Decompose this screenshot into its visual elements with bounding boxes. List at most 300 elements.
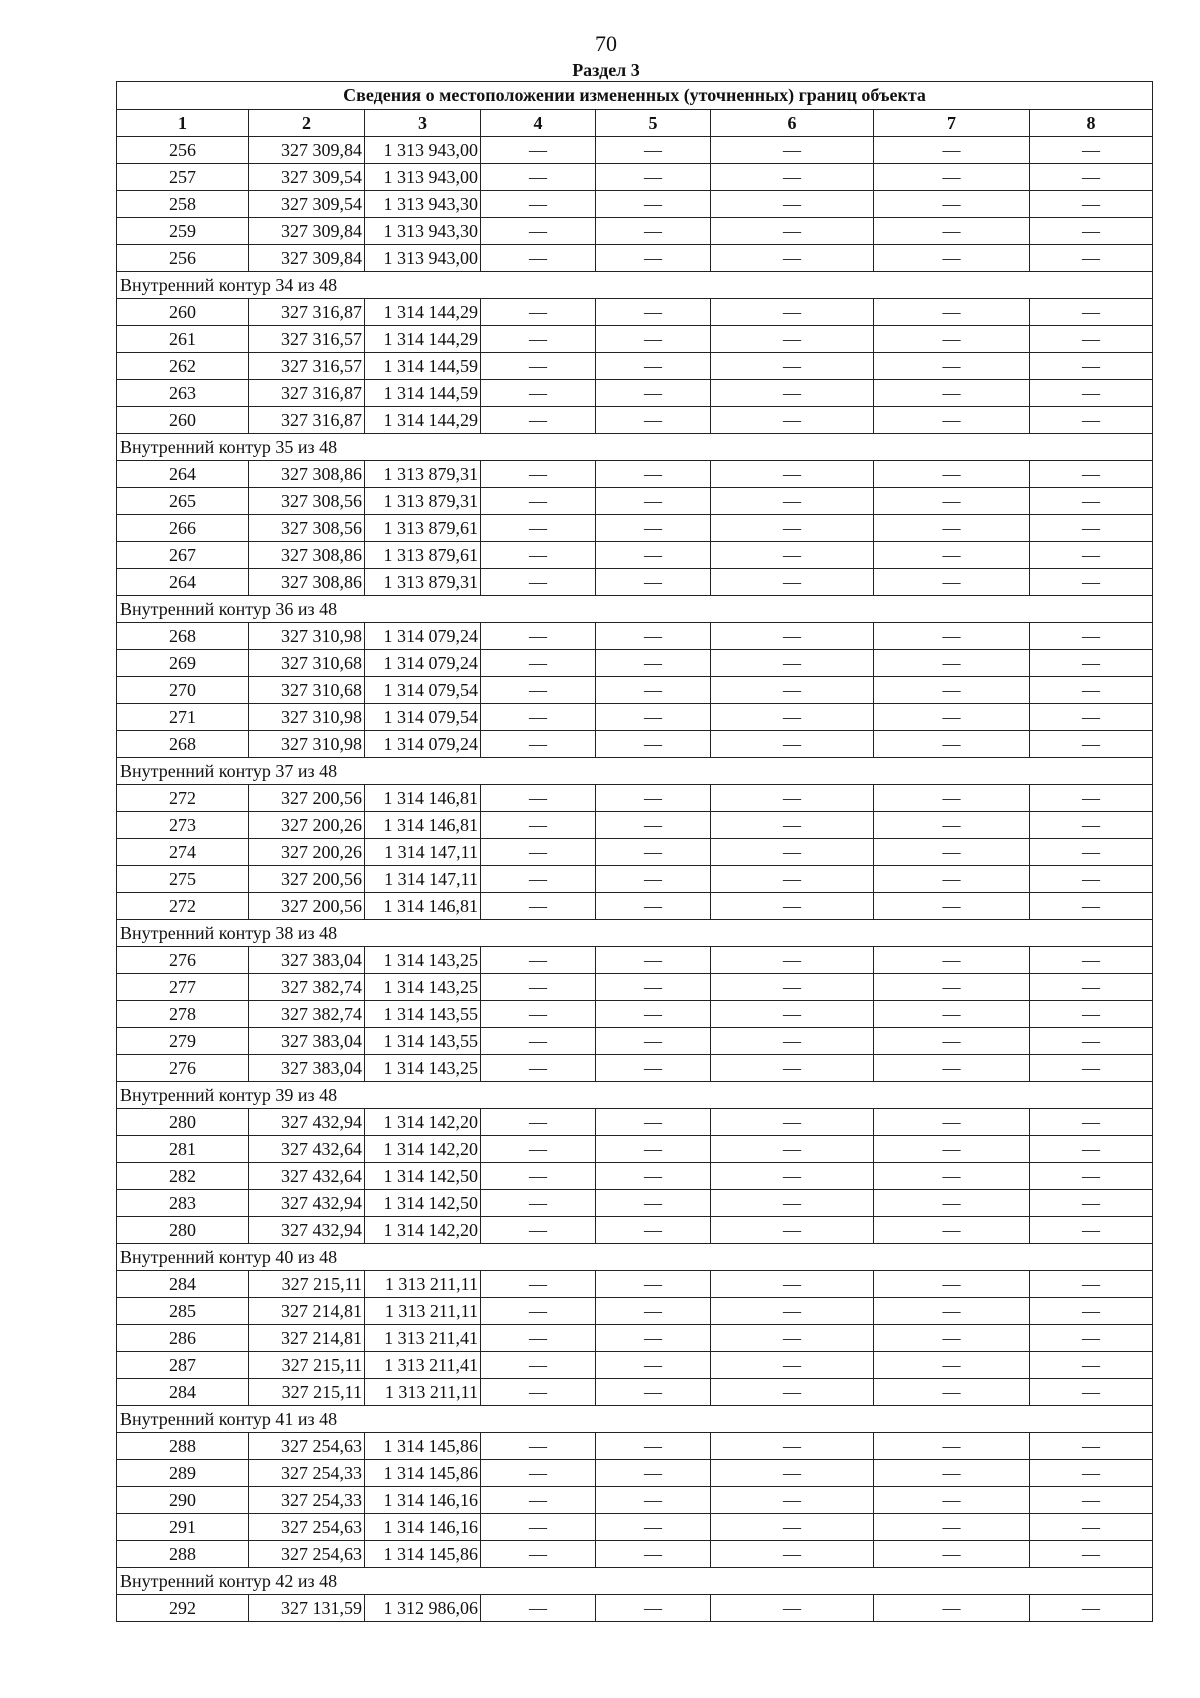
empty-value-cell: — (1030, 1217, 1153, 1244)
y-coordinate-cell: 1 313 943,00 (365, 164, 481, 191)
x-coordinate-cell: 327 310,98 (249, 623, 365, 650)
empty-value-cell: — (481, 1271, 596, 1298)
empty-value-cell: — (711, 380, 874, 407)
point-number-cell: 280 (117, 1109, 249, 1136)
x-coordinate-cell: 327 383,04 (249, 947, 365, 974)
table-row (117, 191, 1153, 218)
point-number-cell: 259 (117, 218, 249, 245)
table-row (117, 299, 1153, 326)
point-number-cell: 289 (117, 1460, 249, 1487)
y-coordinate-cell: 1 314 147,11 (365, 866, 481, 893)
empty-value-cell: — (1030, 515, 1153, 542)
empty-value-cell: — (1030, 218, 1153, 245)
empty-value-cell: — (874, 1163, 1030, 1190)
empty-value-cell: — (874, 245, 1030, 272)
y-coordinate-cell: 1 314 142,20 (365, 1136, 481, 1163)
table-row (117, 569, 1153, 596)
empty-value-cell: — (711, 326, 874, 353)
point-number-cell: 264 (117, 569, 249, 596)
empty-value-cell: — (874, 461, 1030, 488)
empty-value-cell: — (596, 326, 711, 353)
empty-value-cell: — (1030, 1379, 1153, 1406)
empty-value-cell: — (481, 839, 596, 866)
empty-value-cell: — (711, 812, 874, 839)
y-coordinate-cell: 1 314 146,16 (365, 1514, 481, 1541)
empty-value-cell: — (711, 569, 874, 596)
empty-value-cell: — (1030, 164, 1153, 191)
empty-value-cell: — (596, 407, 711, 434)
empty-value-cell: — (711, 515, 874, 542)
x-coordinate-cell: 327 316,57 (249, 326, 365, 353)
empty-value-cell: — (1030, 245, 1153, 272)
x-coordinate-cell: 327 382,74 (249, 974, 365, 1001)
y-coordinate-cell: 1 314 144,29 (365, 326, 481, 353)
empty-value-cell: — (874, 1298, 1030, 1325)
empty-value-cell: — (874, 299, 1030, 326)
empty-value-cell: — (596, 704, 711, 731)
contour-label: Внутренний контур 36 из 48 (117, 596, 1153, 623)
empty-value-cell: — (481, 947, 596, 974)
y-coordinate-cell: 1 314 142,20 (365, 1217, 481, 1244)
contour-label: Внутренний контур 41 из 48 (117, 1406, 1153, 1433)
y-coordinate-cell: 1 313 879,31 (365, 488, 481, 515)
empty-value-cell: — (481, 218, 596, 245)
y-coordinate-cell: 1 313 943,30 (365, 191, 481, 218)
table-row (117, 1001, 1153, 1028)
section-title: Раздел 3 (572, 60, 640, 80)
empty-value-cell: — (596, 1028, 711, 1055)
empty-value-cell: — (874, 1001, 1030, 1028)
point-number-cell: 273 (117, 812, 249, 839)
x-coordinate-cell: 327 254,63 (249, 1433, 365, 1460)
empty-value-cell: — (481, 1514, 596, 1541)
empty-value-cell: — (874, 326, 1030, 353)
page-number: 70 (595, 31, 617, 56)
empty-value-cell: — (711, 947, 874, 974)
y-coordinate-cell: 1 313 879,31 (365, 569, 481, 596)
empty-value-cell: — (711, 1298, 874, 1325)
y-coordinate-cell: 1 313 211,41 (365, 1352, 481, 1379)
empty-value-cell: — (711, 191, 874, 218)
y-coordinate-cell: 1 314 145,86 (365, 1460, 481, 1487)
point-number-cell: 275 (117, 866, 249, 893)
column-header: 3 (365, 110, 481, 137)
x-coordinate-cell: 327 309,84 (249, 137, 365, 164)
point-number-cell: 265 (117, 488, 249, 515)
y-coordinate-cell: 1 313 879,31 (365, 461, 481, 488)
empty-value-cell: — (874, 407, 1030, 434)
y-coordinate-cell: 1 313 211,41 (365, 1325, 481, 1352)
point-number-cell: 258 (117, 191, 249, 218)
empty-value-cell: — (596, 1001, 711, 1028)
contour-label: Внутренний контур 39 из 48 (117, 1082, 1153, 1109)
point-number-cell: 286 (117, 1325, 249, 1352)
empty-value-cell: — (1030, 1460, 1153, 1487)
x-coordinate-cell: 327 383,04 (249, 1028, 365, 1055)
empty-value-cell: — (711, 704, 874, 731)
empty-value-cell: — (874, 1541, 1030, 1568)
x-coordinate-cell: 327 316,87 (249, 380, 365, 407)
table-row (117, 839, 1153, 866)
empty-value-cell: — (711, 1433, 874, 1460)
point-number-cell: 268 (117, 623, 249, 650)
empty-value-cell: — (481, 677, 596, 704)
empty-value-cell: — (596, 1541, 711, 1568)
point-number-cell: 290 (117, 1487, 249, 1514)
empty-value-cell: — (874, 1217, 1030, 1244)
y-coordinate-cell: 1 314 145,86 (365, 1541, 481, 1568)
empty-value-cell: — (596, 245, 711, 272)
empty-value-cell: — (596, 542, 711, 569)
x-coordinate-cell: 327 200,26 (249, 839, 365, 866)
column-header: 7 (874, 110, 1030, 137)
contour-label: Внутренний контур 42 из 48 (117, 1568, 1153, 1595)
x-coordinate-cell: 327 432,94 (249, 1217, 365, 1244)
empty-value-cell: — (481, 299, 596, 326)
x-coordinate-cell: 327 316,87 (249, 299, 365, 326)
empty-value-cell: — (711, 1028, 874, 1055)
table-row (117, 1271, 1153, 1298)
empty-value-cell: — (711, 1217, 874, 1244)
table-row (117, 1109, 1153, 1136)
empty-value-cell: — (711, 542, 874, 569)
empty-value-cell: — (874, 137, 1030, 164)
point-number-cell: 288 (117, 1433, 249, 1460)
empty-value-cell: — (874, 623, 1030, 650)
empty-value-cell: — (1030, 1595, 1153, 1622)
empty-value-cell: — (481, 1325, 596, 1352)
empty-value-cell: — (481, 461, 596, 488)
empty-value-cell: — (596, 1298, 711, 1325)
empty-value-cell: — (481, 326, 596, 353)
point-number-cell: 272 (117, 785, 249, 812)
x-coordinate-cell: 327 200,56 (249, 785, 365, 812)
empty-value-cell: — (596, 677, 711, 704)
empty-value-cell: — (596, 1055, 711, 1082)
x-coordinate-cell: 327 200,56 (249, 866, 365, 893)
x-coordinate-cell: 327 382,74 (249, 1001, 365, 1028)
empty-value-cell: — (481, 1595, 596, 1622)
table-row (117, 1163, 1153, 1190)
x-coordinate-cell: 327 309,84 (249, 245, 365, 272)
table-row (117, 704, 1153, 731)
table-caption: Сведения о местоположении измененных (уточненных) границ объекта (117, 82, 1153, 110)
empty-value-cell: — (596, 218, 711, 245)
empty-value-cell: — (1030, 326, 1153, 353)
empty-value-cell: — (874, 974, 1030, 1001)
y-coordinate-cell: 1 314 079,54 (365, 704, 481, 731)
empty-value-cell: — (874, 1595, 1030, 1622)
point-number-cell: 263 (117, 380, 249, 407)
contour-row (117, 758, 1153, 785)
empty-value-cell: — (711, 1163, 874, 1190)
empty-value-cell: — (596, 1487, 711, 1514)
empty-value-cell: — (481, 1190, 596, 1217)
empty-value-cell: — (874, 731, 1030, 758)
empty-value-cell: — (596, 461, 711, 488)
y-coordinate-cell: 1 314 147,11 (365, 839, 481, 866)
table-row (117, 515, 1153, 542)
empty-value-cell: — (874, 785, 1030, 812)
table-row (117, 974, 1153, 1001)
empty-value-cell: — (481, 785, 596, 812)
point-number-cell: 267 (117, 542, 249, 569)
point-number-cell: 260 (117, 407, 249, 434)
empty-value-cell: — (711, 218, 874, 245)
empty-value-cell: — (711, 1325, 874, 1352)
table-row (117, 1514, 1153, 1541)
y-coordinate-cell: 1 314 079,54 (365, 677, 481, 704)
empty-value-cell: — (874, 1271, 1030, 1298)
empty-value-cell: — (596, 1595, 711, 1622)
point-number-cell: 279 (117, 1028, 249, 1055)
empty-value-cell: — (596, 1433, 711, 1460)
empty-value-cell: — (711, 677, 874, 704)
point-number-cell: 278 (117, 1001, 249, 1028)
empty-value-cell: — (481, 1460, 596, 1487)
empty-value-cell: — (711, 1460, 874, 1487)
y-coordinate-cell: 1 313 943,00 (365, 137, 481, 164)
empty-value-cell: — (481, 1055, 596, 1082)
y-coordinate-cell: 1 314 143,25 (365, 947, 481, 974)
table-row (117, 1460, 1153, 1487)
empty-value-cell: — (711, 650, 874, 677)
empty-value-cell: — (596, 1514, 711, 1541)
empty-value-cell: — (874, 515, 1030, 542)
y-coordinate-cell: 1 314 146,81 (365, 893, 481, 920)
empty-value-cell: — (874, 1433, 1030, 1460)
empty-value-cell: — (481, 245, 596, 272)
empty-value-cell: — (481, 1109, 596, 1136)
y-coordinate-cell: 1 314 145,86 (365, 1433, 481, 1460)
point-number-cell: 276 (117, 947, 249, 974)
empty-value-cell: — (596, 164, 711, 191)
point-number-cell: 291 (117, 1514, 249, 1541)
empty-value-cell: — (874, 1352, 1030, 1379)
x-coordinate-cell: 327 316,87 (249, 407, 365, 434)
table-row (117, 650, 1153, 677)
point-number-cell: 270 (117, 677, 249, 704)
empty-value-cell: — (1030, 866, 1153, 893)
empty-value-cell: — (874, 1055, 1030, 1082)
y-coordinate-cell: 1 314 144,29 (365, 407, 481, 434)
empty-value-cell: — (1030, 461, 1153, 488)
x-coordinate-cell: 327 131,59 (249, 1595, 365, 1622)
empty-value-cell: — (874, 1379, 1030, 1406)
y-coordinate-cell: 1 314 079,24 (365, 623, 481, 650)
column-header: 5 (596, 110, 711, 137)
empty-value-cell: — (711, 1487, 874, 1514)
empty-value-cell: — (596, 569, 711, 596)
contour-label: Внутренний контур 40 из 48 (117, 1244, 1153, 1271)
point-number-cell: 276 (117, 1055, 249, 1082)
point-number-cell: 257 (117, 164, 249, 191)
y-coordinate-cell: 1 313 211,11 (365, 1379, 481, 1406)
y-coordinate-cell: 1 314 146,81 (365, 785, 481, 812)
table-row (117, 1541, 1153, 1568)
table-row (117, 893, 1153, 920)
empty-value-cell: — (481, 1433, 596, 1460)
point-number-cell: 256 (117, 245, 249, 272)
empty-value-cell: — (711, 731, 874, 758)
table-row (117, 812, 1153, 839)
empty-value-cell: — (1030, 1109, 1153, 1136)
y-coordinate-cell: 1 314 143,25 (365, 1055, 481, 1082)
empty-value-cell: — (711, 623, 874, 650)
x-coordinate-cell: 327 309,54 (249, 164, 365, 191)
table-row (117, 785, 1153, 812)
point-number-cell: 272 (117, 893, 249, 920)
table-row (117, 326, 1153, 353)
point-number-cell: 256 (117, 137, 249, 164)
empty-value-cell: — (596, 893, 711, 920)
empty-value-cell: — (481, 1487, 596, 1514)
empty-value-cell: — (481, 893, 596, 920)
empty-value-cell: — (596, 488, 711, 515)
empty-value-cell: — (596, 1217, 711, 1244)
point-number-cell: 262 (117, 353, 249, 380)
contour-label: Внутренний контур 38 из 48 (117, 920, 1153, 947)
y-coordinate-cell: 1 314 144,59 (365, 353, 481, 380)
empty-value-cell: — (874, 1028, 1030, 1055)
empty-value-cell: — (874, 218, 1030, 245)
table-row (117, 1136, 1153, 1163)
point-number-cell: 271 (117, 704, 249, 731)
empty-value-cell: — (481, 191, 596, 218)
y-coordinate-cell: 1 314 146,16 (365, 1487, 481, 1514)
table-row (117, 623, 1153, 650)
empty-value-cell: — (711, 137, 874, 164)
point-number-cell: 264 (117, 461, 249, 488)
column-header: 1 (117, 110, 249, 137)
empty-value-cell: — (1030, 893, 1153, 920)
empty-value-cell: — (596, 866, 711, 893)
table-row (117, 1352, 1153, 1379)
empty-value-cell: — (711, 1001, 874, 1028)
empty-value-cell: — (481, 1028, 596, 1055)
empty-value-cell: — (596, 1379, 711, 1406)
table-row (117, 1433, 1153, 1460)
empty-value-cell: — (1030, 947, 1153, 974)
table-row (117, 1325, 1153, 1352)
y-coordinate-cell: 1 314 079,24 (365, 650, 481, 677)
empty-value-cell: — (1030, 1298, 1153, 1325)
table-row (117, 1379, 1153, 1406)
empty-value-cell: — (481, 380, 596, 407)
empty-value-cell: — (1030, 488, 1153, 515)
x-coordinate-cell: 327 310,68 (249, 677, 365, 704)
point-number-cell: 260 (117, 299, 249, 326)
x-coordinate-cell: 327 309,84 (249, 218, 365, 245)
empty-value-cell: — (874, 1460, 1030, 1487)
point-number-cell: 281 (117, 1136, 249, 1163)
contour-label: Внутренний контур 35 из 48 (117, 434, 1153, 461)
x-coordinate-cell: 327 214,81 (249, 1298, 365, 1325)
empty-value-cell: — (874, 569, 1030, 596)
point-number-cell: 287 (117, 1352, 249, 1379)
empty-value-cell: — (874, 1136, 1030, 1163)
empty-value-cell: — (1030, 1325, 1153, 1352)
x-coordinate-cell: 327 215,11 (249, 1271, 365, 1298)
table-row (117, 1217, 1153, 1244)
empty-value-cell: — (1030, 1055, 1153, 1082)
point-number-cell: 266 (117, 515, 249, 542)
empty-value-cell: — (711, 1109, 874, 1136)
empty-value-cell: — (711, 488, 874, 515)
empty-value-cell: — (711, 1190, 874, 1217)
x-coordinate-cell: 327 310,68 (249, 650, 365, 677)
table-row (117, 380, 1153, 407)
empty-value-cell: — (874, 947, 1030, 974)
empty-value-cell: — (1030, 1433, 1153, 1460)
column-header: 8 (1030, 110, 1153, 137)
x-coordinate-cell: 327 432,94 (249, 1190, 365, 1217)
empty-value-cell: — (711, 1379, 874, 1406)
empty-value-cell: — (1030, 974, 1153, 1001)
contour-row (117, 596, 1153, 623)
x-coordinate-cell: 327 308,86 (249, 542, 365, 569)
table-body (117, 137, 1153, 1622)
empty-value-cell: — (481, 704, 596, 731)
empty-value-cell: — (1030, 542, 1153, 569)
table-row (117, 245, 1153, 272)
empty-value-cell: — (711, 1271, 874, 1298)
table-row (117, 1190, 1153, 1217)
contour-row (117, 920, 1153, 947)
empty-value-cell: — (874, 1514, 1030, 1541)
empty-value-cell: — (711, 407, 874, 434)
table-row (117, 164, 1153, 191)
x-coordinate-cell: 327 254,33 (249, 1487, 365, 1514)
empty-value-cell: — (1030, 1190, 1153, 1217)
empty-value-cell: — (481, 1298, 596, 1325)
empty-value-cell: — (1030, 1514, 1153, 1541)
empty-value-cell: — (481, 1541, 596, 1568)
empty-value-cell: — (481, 407, 596, 434)
empty-value-cell: — (711, 866, 874, 893)
table-row (117, 947, 1153, 974)
x-coordinate-cell: 327 308,86 (249, 461, 365, 488)
point-number-cell: 292 (117, 1595, 249, 1622)
empty-value-cell: — (874, 812, 1030, 839)
y-coordinate-cell: 1 313 879,61 (365, 515, 481, 542)
empty-value-cell: — (711, 1595, 874, 1622)
table-row (117, 1298, 1153, 1325)
empty-value-cell: — (1030, 353, 1153, 380)
point-number-cell: 283 (117, 1190, 249, 1217)
y-coordinate-cell: 1 313 211,11 (365, 1298, 481, 1325)
empty-value-cell: — (481, 488, 596, 515)
empty-value-cell: — (596, 515, 711, 542)
x-coordinate-cell: 327 254,63 (249, 1541, 365, 1568)
contour-label: Внутренний контур 34 из 48 (117, 272, 1153, 299)
empty-value-cell: — (596, 299, 711, 326)
x-coordinate-cell: 327 310,98 (249, 731, 365, 758)
table-row (117, 866, 1153, 893)
empty-value-cell: — (596, 1352, 711, 1379)
empty-value-cell: — (596, 839, 711, 866)
empty-value-cell: — (1030, 1163, 1153, 1190)
empty-value-cell: — (596, 1163, 711, 1190)
empty-value-cell: — (711, 839, 874, 866)
y-coordinate-cell: 1 314 144,29 (365, 299, 481, 326)
empty-value-cell: — (481, 515, 596, 542)
point-number-cell: 284 (117, 1379, 249, 1406)
point-number-cell: 282 (117, 1163, 249, 1190)
x-coordinate-cell: 327 432,94 (249, 1109, 365, 1136)
empty-value-cell: — (711, 1352, 874, 1379)
empty-value-cell: — (711, 785, 874, 812)
